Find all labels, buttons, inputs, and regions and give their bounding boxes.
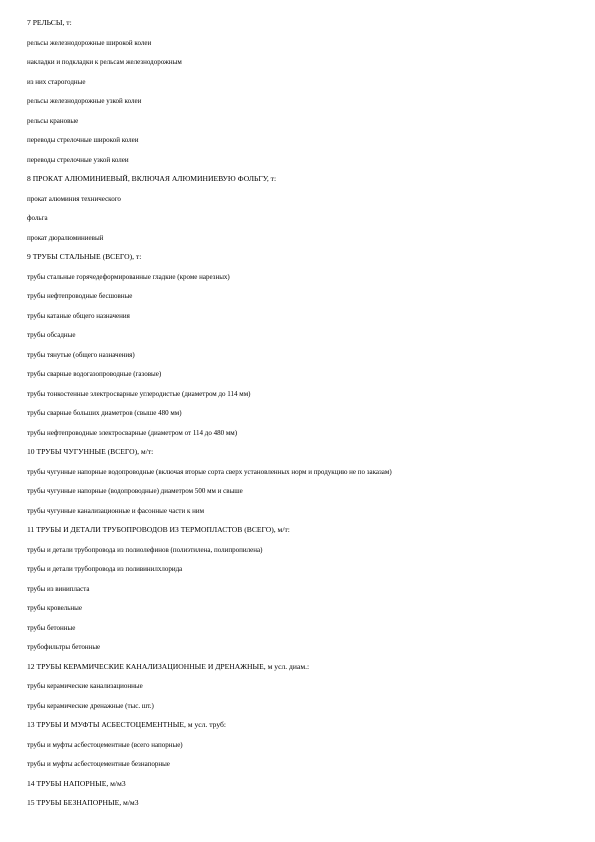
- section-heading: 9 ТРУБЫ СТАЛЬНЫЕ (ВСЕГО), т:: [27, 252, 142, 261]
- list-item: рельсы железнодорожные узкой колеи: [27, 97, 142, 105]
- section-heading: 8 ПРОКАТ АЛЮМИНИЕВЫЙ, ВКЛЮЧАЯ АЛЮМИНИЕВУЮ ФОЛЬГУ, т:: [27, 174, 277, 183]
- section-heading: 13 ТРУБЫ И МУФТЫ АСБЕСТОЦЕМЕНТНЫЕ, м усл. труб:: [27, 720, 227, 729]
- list-item: трубы стальные горячедеформированные гладкие (кроме нарезных): [27, 272, 230, 281]
- list-item: трубы и муфты асбестоцементные (всего напорные): [27, 740, 183, 749]
- list-item: трубы чугунные напорные (водопроводные) диаметром 500 мм и свыше: [27, 487, 243, 495]
- list-item: трубы тонкостенные электросварные углеродистые (диаметром до 114 мм): [27, 389, 251, 398]
- section-heading: 10 ТРУБЫ ЧУГУННЫЕ (ВСЕГО), м/т:: [27, 447, 154, 456]
- document-line-list: [27, 17, 587, 817]
- list-item: трубы и муфты асбестоцементные безнапорные: [27, 760, 170, 768]
- list-item: трубы керамические канализационные: [27, 682, 143, 690]
- list-item: фольга: [27, 214, 48, 222]
- list-item: трубы сварные водогазопроводные (газовые): [27, 370, 162, 378]
- list-item: трубы обсадные: [27, 331, 76, 339]
- list-item: прокат дюралюминиевый: [27, 233, 104, 242]
- list-item: трубы нефтепроводные бесшовные: [27, 292, 133, 300]
- list-item: трубы кровельные: [27, 604, 82, 612]
- list-item: трубы из винипласта: [27, 584, 90, 593]
- list-item: из них старогодные: [27, 77, 86, 86]
- list-item: переводы стрелочные узкой колеи: [27, 155, 129, 164]
- list-item: трубы тянутые (общего назначения): [27, 350, 135, 359]
- section-heading: 11 ТРУБЫ И ДЕТАЛИ ТРУБОПРОВОДОВ ИЗ ТЕРМОПЛАСТОВ (ВСЕГО), м/т:: [27, 525, 290, 534]
- list-item: трубы катаные общего назначения: [27, 311, 130, 320]
- list-item: трубы чугунные напорные водопроводные (включая вторые сорта сверх установленных норм и продукцию не по заказам): [27, 467, 392, 476]
- list-item: трубы нефтепроводные электросварные (диаметром от 114 до 480 мм): [27, 428, 238, 437]
- list-item: трубы чугунные канализационные и фасонные части к ним: [27, 506, 205, 515]
- list-item: рельсы железнодорожные широкой колеи: [27, 38, 152, 47]
- list-item: трубы керамические дренажные (тыс. шт.): [27, 701, 154, 710]
- list-item: трубофильтры бетонные: [27, 643, 101, 651]
- list-item: накладки и подкладки к рельсам железнодорожным: [27, 58, 182, 66]
- list-item: трубы и детали трубопровода из поливинилхлорида: [27, 565, 183, 573]
- section-heading: 12 ТРУБЫ КЕРАМИЧЕСКИЕ КАНАЛИЗАЦИОННЫЕ И ДРЕНАЖНЫЕ, м усл. диам.:: [27, 661, 310, 671]
- section-heading: 7 РЕЛЬСЫ, т:: [27, 18, 72, 27]
- list-item: прокат алюминия технического: [27, 194, 121, 203]
- section-heading: 14 ТРУБЫ НАПОРНЫЕ, м/м3: [27, 778, 126, 788]
- list-item: трубы бетонные: [27, 623, 76, 632]
- list-item: трубы сварные больших диаметров (свыше 480 мм): [27, 409, 182, 417]
- list-item: переводы стрелочные широкой колеи: [27, 136, 139, 144]
- list-item: рельсы крановые: [27, 116, 79, 125]
- section-heading: 15 ТРУБЫ БЕЗНАПОРНЫЕ, м/м3: [27, 798, 139, 807]
- list-item: трубы и детали трубопровода из полиолефинов (полиэтилена, полипропилена): [27, 545, 263, 554]
